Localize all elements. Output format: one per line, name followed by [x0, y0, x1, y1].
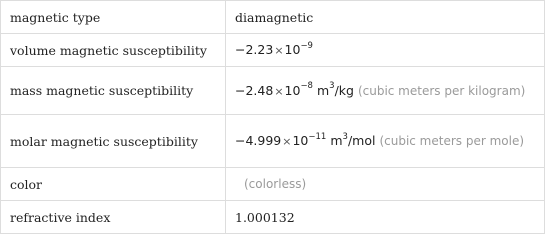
- row-label: refractive index: [1, 201, 226, 234]
- table-row: [1, 34, 545, 67]
- unit-rest: /mol: [347, 133, 376, 148]
- row-label: color: [1, 168, 226, 201]
- table-row: [1, 67, 545, 115]
- row-value: [226, 115, 545, 168]
- row-label: magnetic type: [1, 1, 226, 34]
- unit: [330, 133, 375, 148]
- table-row: [1, 1, 545, 34]
- row-label: molar magnetic susceptibility: [1, 115, 226, 168]
- power-base: 10: [284, 42, 301, 57]
- table-row: [1, 115, 545, 168]
- row-label: volume magnetic susceptibility: [1, 34, 226, 67]
- unit-exponent: 3: [329, 81, 335, 92]
- power-exponent: −8: [300, 81, 313, 92]
- unit-base: m: [316, 82, 330, 98]
- times-sign: ×: [282, 135, 292, 148]
- times-sign: ×: [274, 84, 284, 98]
- unit-note: (cubic meters per mole): [379, 134, 525, 148]
- row-label: mass magnetic susceptibility: [1, 67, 226, 115]
- table-row: [1, 168, 545, 201]
- power-exponent: −11: [308, 131, 327, 142]
- row-value: [226, 67, 545, 115]
- times-sign: ×: [274, 44, 284, 57]
- color-value: (colorless): [244, 177, 307, 191]
- unit: [317, 83, 354, 98]
- mantissa: −4.999: [235, 133, 282, 148]
- unit-rest: /kg: [334, 82, 354, 98]
- row-value: 1.000132: [226, 201, 545, 234]
- power-base: 10: [292, 133, 309, 148]
- mantissa: −2.48: [235, 82, 274, 98]
- power-base: 10: [284, 82, 301, 98]
- power-exponent: −9: [300, 40, 313, 51]
- table-row: [1, 201, 545, 234]
- unit-base: m: [330, 133, 343, 148]
- row-value: [226, 168, 545, 201]
- mantissa: −2.23: [235, 42, 274, 57]
- unit-exponent: 3: [342, 131, 348, 142]
- unit-note: (cubic meters per kilogram): [357, 83, 526, 98]
- row-value: diamagnetic: [226, 1, 545, 34]
- row-value: [226, 34, 545, 67]
